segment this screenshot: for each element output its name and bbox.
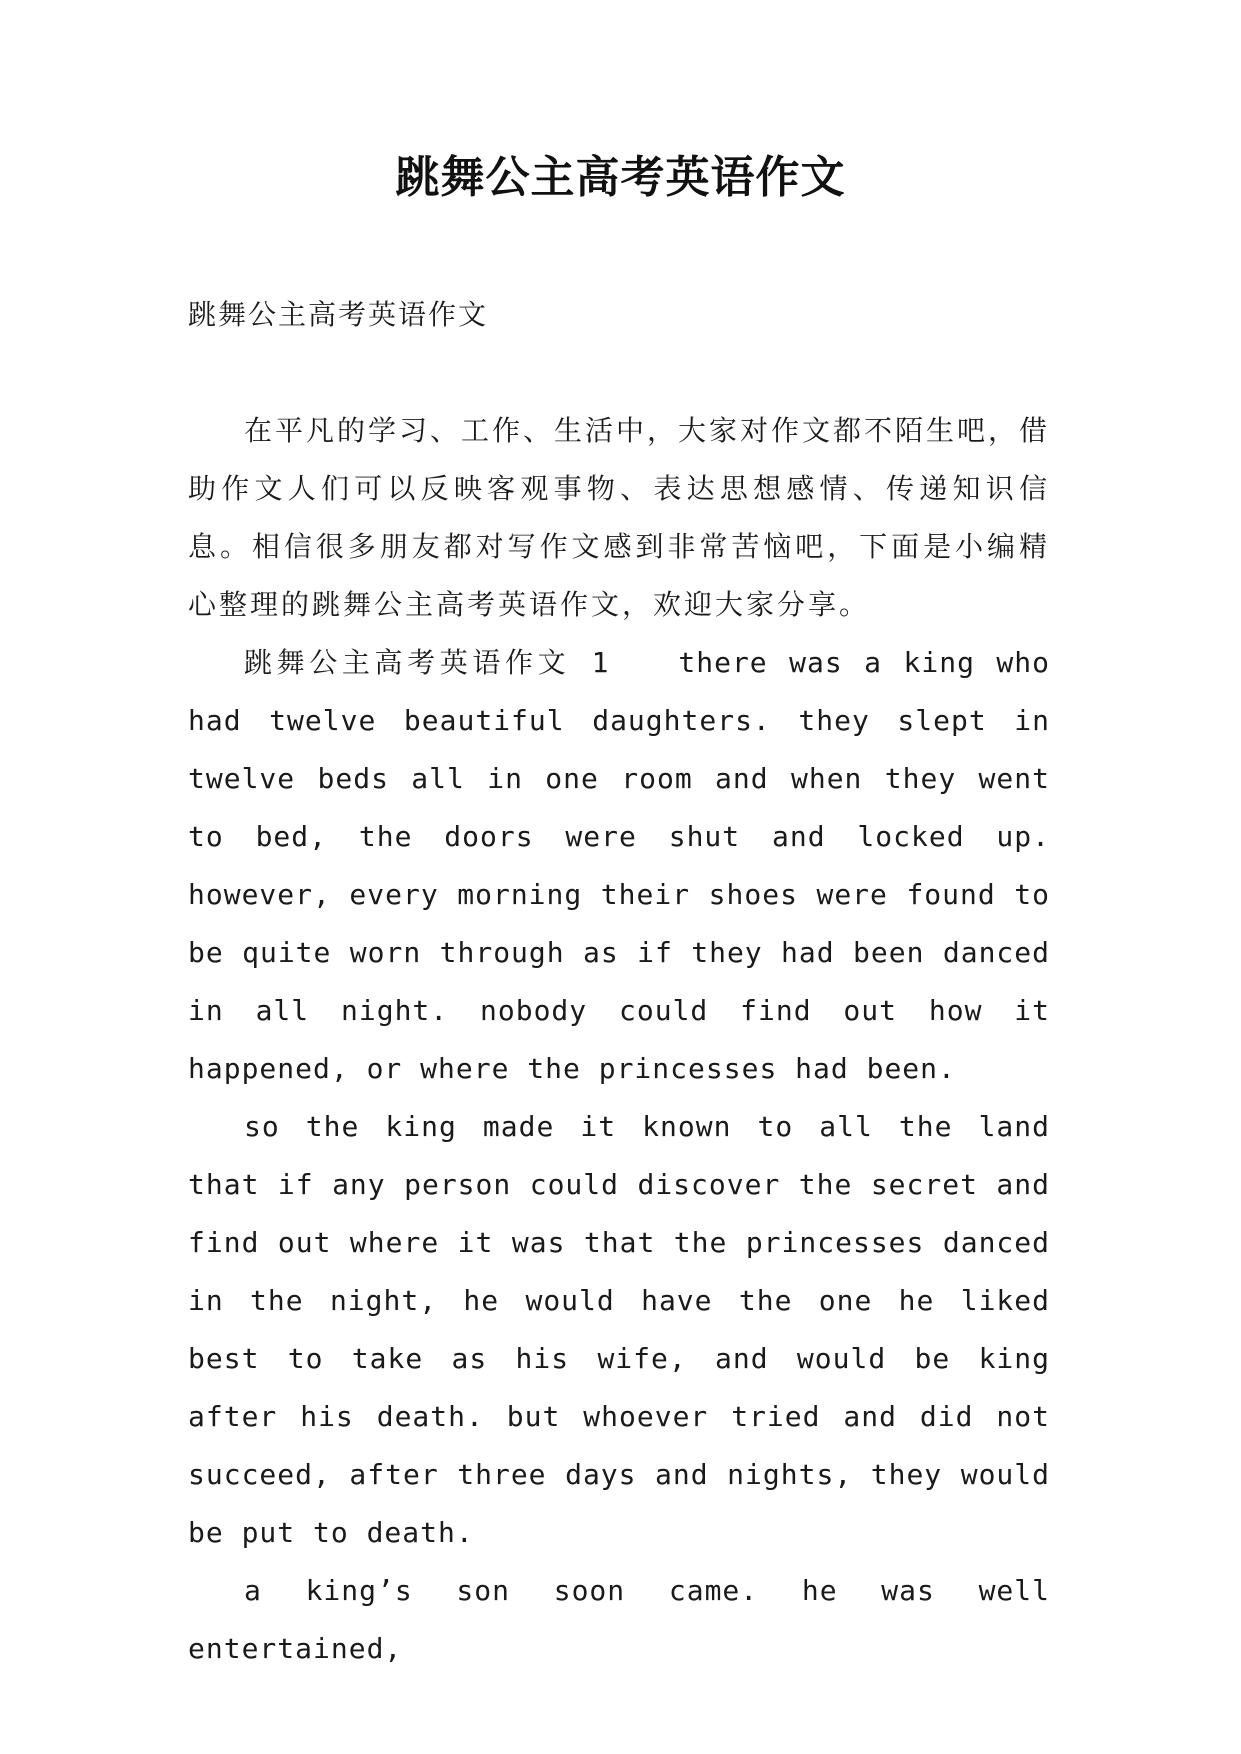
document-body — [188, 286, 1050, 1678]
essay-paragraph: so the king made it known to all the land that if any person could discover the secret and find out where it was that the princesses danced in the night, he would have the one he liked best to take as his wife, and would be king after his death. but whoever tried and did not succeed, after three days and nights, they would be put to death. — [188, 1110, 1050, 1549]
essay-paragraph: 跳舞公主高考英语作文 1 there was a king who had twelve beautiful daughters. they slept in twelve beds all in one room and when they went to bed, the doors were shut and locked up. however, every morning their shoes were found to be quite worn through as if they had been danced in all night. nobody could find out how it happened, or where the princesses had been. — [188, 646, 1050, 1085]
document-title: 跳舞公主高考英语作文 — [395, 152, 846, 203]
essay-paragraph: a king’s son soon came. he was well entertained, — [188, 1574, 1050, 1665]
intro-paragraph: 在平凡的学习、工作、生活中，大家对作文都不陌生吧，借助作文人们可以反映客观事物、表达思想感情、传递知识信息。相信很多朋友都对写作文感到非常苦恼吧，下面是小编精心整理的跳舞公主高考英语作文，欢迎大家分享。 — [188, 414, 1051, 621]
document-subtitle: 跳舞公主高考英语作文 — [188, 298, 489, 331]
